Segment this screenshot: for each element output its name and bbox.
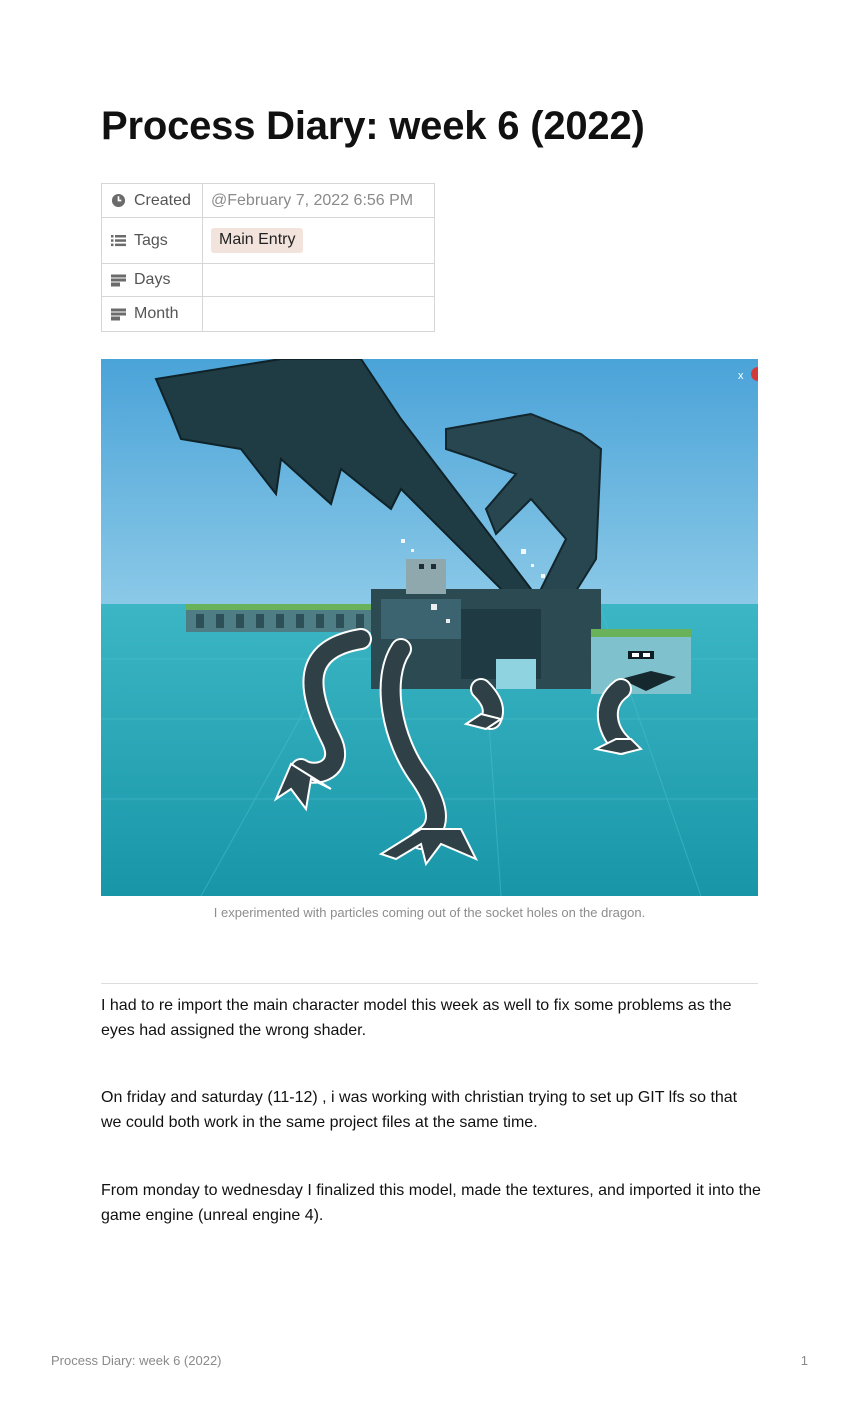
property-label: Created (134, 191, 191, 209)
text-property-icon (110, 272, 126, 288)
property-row-month (102, 297, 435, 332)
clock-icon (110, 193, 126, 209)
tag-main-entry[interactable]: Main Entry (211, 228, 303, 253)
properties-table (101, 183, 435, 332)
footer-title: Process Diary: week 6 (2022) (51, 1353, 222, 1368)
page-number: 1 (800, 1353, 808, 1368)
paragraph-finalized-model: From monday to wednesday I finalized this model, made the textures, and imported it into the game engine (unreal engine 4). (101, 1182, 761, 1224)
divider (101, 983, 758, 984)
property-row-created (102, 184, 435, 218)
figure-caption: I experimented with particles coming out of the socket holes on the dragon. (213, 905, 646, 920)
property-label: Tags (134, 231, 168, 249)
property-label: Days (134, 271, 171, 288)
month-value[interactable] (203, 297, 435, 332)
created-date-value: @February 7, 2022 6:56 PM (211, 191, 414, 209)
paragraph-reimport: I had to re import the main character model this week as well to fix some problems as the eyes had assigned the wrong shader. (101, 997, 732, 1039)
days-value[interactable] (203, 264, 435, 297)
list-icon (110, 233, 126, 249)
property-label: Month (134, 305, 179, 322)
dragon-render-image (101, 359, 758, 896)
text-property-icon (110, 306, 126, 322)
paragraph-git-lfs: On friday and saturday (11-12) , i was working with christian trying to set up GIT lfs so that we could both work in the same project files at the same time. (101, 1089, 738, 1131)
property-row-days (102, 264, 435, 297)
page-title: Process Diary: week 6 (2022) (101, 104, 645, 148)
property-row-tags (102, 218, 435, 264)
close-icon[interactable]: x (738, 370, 744, 382)
